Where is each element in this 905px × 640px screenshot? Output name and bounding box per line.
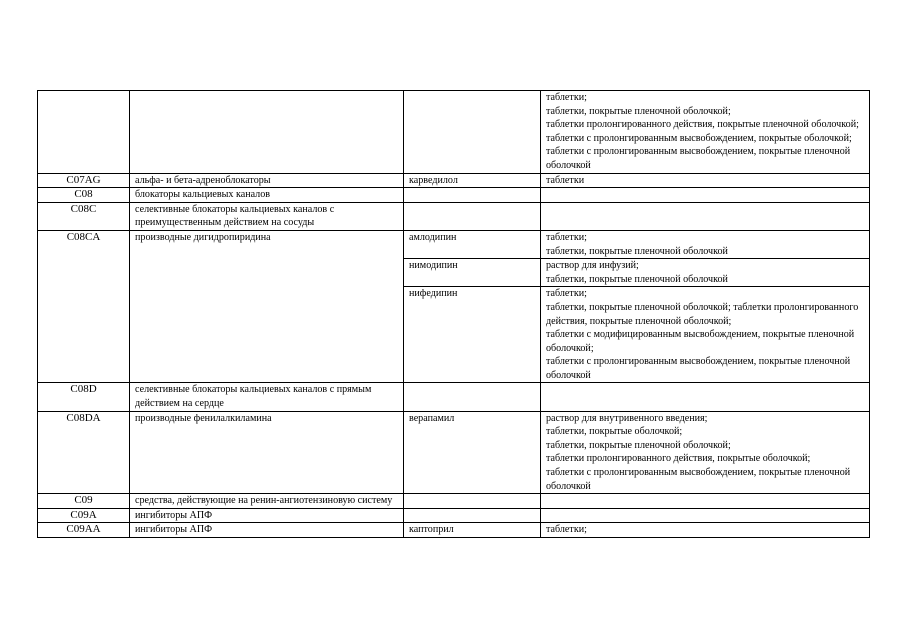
group-name-cell: альфа- и бета-адреноблокаторы (130, 173, 404, 188)
atc-code-cell: C09A (38, 508, 130, 523)
dosage-form-cell: таблетки; таблетки, покрытые пленочной оболочкой (541, 230, 870, 258)
dosage-form-cell (541, 494, 870, 509)
drug-name-cell: нимодипин (404, 259, 541, 287)
table-row (38, 508, 870, 523)
drug-name-cell (404, 494, 541, 509)
dosage-form-cell: раствор для внутривенного введения; таблетки, покрытые оболочкой; таблетки, покрытые пленочной оболочкой; таблетки пролонгированного действия, покрытые оболочкой; таблетки с пролонгированным высвобождением, покрытые пленочной оболочкой (541, 411, 870, 494)
drug-name-cell: нифедипин (404, 287, 541, 383)
atc-code-cell: C08CA (38, 230, 130, 383)
table-row (38, 383, 870, 411)
table-row (38, 411, 870, 494)
atc-code-cell: C09AA (38, 523, 130, 538)
drug-name-cell: амлодипин (404, 230, 541, 258)
table-row (38, 91, 870, 174)
atc-code-cell (38, 91, 130, 174)
group-name-cell: блокаторы кальциевых каналов (130, 188, 404, 203)
drug-name-cell (404, 188, 541, 203)
table-row (38, 523, 870, 538)
drug-name-cell: каптоприл (404, 523, 541, 538)
atc-code-cell: C09 (38, 494, 130, 509)
table-row (38, 494, 870, 509)
dosage-form-cell: таблетки; (541, 523, 870, 538)
group-name-cell: производные дигидропиридина (130, 230, 404, 383)
drug-name-cell: карведилол (404, 173, 541, 188)
group-name-cell: селективные блокаторы кальциевых каналов с прямым действием на сердце (130, 383, 404, 411)
atc-code-cell: C08C (38, 202, 130, 230)
atc-code-cell: C07AG (38, 173, 130, 188)
table-row (38, 202, 870, 230)
dosage-form-cell: таблетки (541, 173, 870, 188)
dosage-form-cell (541, 508, 870, 523)
atc-code-cell: C08DA (38, 411, 130, 494)
drug-name-cell (404, 91, 541, 174)
dosage-form-cell (541, 383, 870, 411)
group-name-cell: производные фенилалкиламина (130, 411, 404, 494)
atc-code-cell: C08 (38, 188, 130, 203)
drug-name-cell: верапамил (404, 411, 541, 494)
atc-code-cell: C08D (38, 383, 130, 411)
group-name-cell: селективные блокаторы кальциевых каналов с преимущественным действием на сосуды (130, 202, 404, 230)
drug-name-cell (404, 508, 541, 523)
table-row (38, 188, 870, 203)
dosage-form-cell: таблетки; таблетки, покрытые пленочной оболочкой; таблетки пролонгированного действия, покрытые пленочной оболочкой; таблетки с пролонгированным высвобождением, покрытые оболочкой; таблетки с пролонгированным высвобождением, покрытые пленочной оболочкой (541, 91, 870, 174)
group-name-cell: ингибиторы АПФ (130, 508, 404, 523)
dosage-form-cell (541, 188, 870, 203)
dosage-form-cell: таблетки; таблетки, покрытые пленочной оболочкой; таблетки пролонгированного действия, покрытые пленочной оболочкой; таблетки с модифицированным высвобождением, покрытые пленочной оболочкой; таблетки с пролонгированным высвобождением, покрытые пленочной оболочкой (541, 287, 870, 383)
dosage-form-cell (541, 202, 870, 230)
group-name-cell (130, 91, 404, 174)
table-row (38, 230, 870, 258)
group-name-cell: ингибиторы АПФ (130, 523, 404, 538)
drug-name-cell (404, 383, 541, 411)
dosage-form-cell: раствор для инфузий; таблетки, покрытые пленочной оболочкой (541, 259, 870, 287)
drug-classification-table (37, 90, 870, 538)
drug-name-cell (404, 202, 541, 230)
group-name-cell: средства, действующие на ренин-ангиотензиновую систему (130, 494, 404, 509)
table-row (38, 173, 870, 188)
